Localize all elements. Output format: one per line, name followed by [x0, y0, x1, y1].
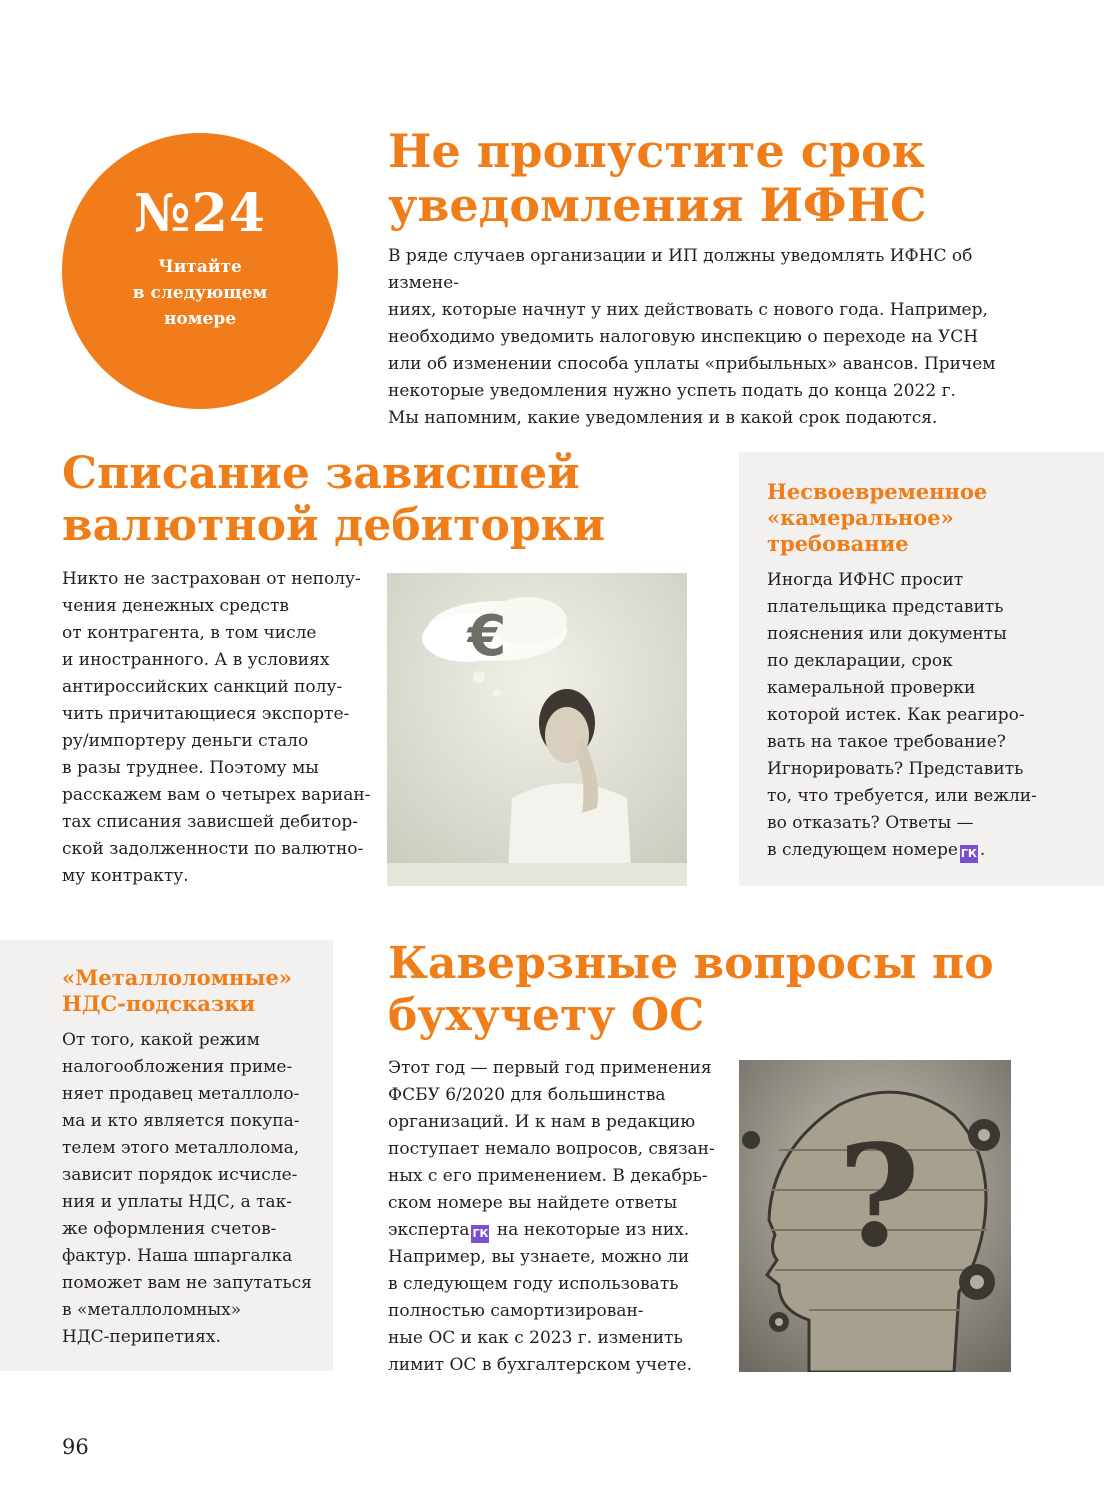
sidebar-cameral-body: [767, 567, 1097, 864]
sidebar-cameral-title: Несвоевременное «камеральное» требование: [767, 479, 988, 556]
next-issue-badge: [62, 133, 338, 409]
sidebar-metal-box: [0, 940, 333, 1371]
head-question-photo: [739, 1060, 1011, 1372]
gk-logo-icon: ГК: [960, 845, 978, 863]
sidebar-metal-title: «Металлоломные» НДС-подсказки: [62, 965, 292, 1016]
badge-caption: Читайте в следующем номере: [132, 257, 268, 329]
woman-euro-illustration: [387, 573, 687, 886]
sidebar-cameral-box: [739, 452, 1104, 886]
os-body-part2: на некоторые из них. Например, вы узнаете, можно ли в следующем году использовать полностью самортизирован- ные ОС и как с 2023 г. изменить лимит ОС в бухгалтерском учете.: [388, 1220, 693, 1375]
gk-logo-icon: ГК: [471, 1225, 489, 1243]
os-article-body: [388, 1055, 733, 1379]
sidebar-cameral-text: Иногда ИФНС просит плательщика представить пояснения или документы по декларации, срок камеральной проверки которой истек. Как реагиро- вать на такое требование? Игнорировать? Представить то, что требуется, или вежли- во отказать? Ответы — в следующем номере: [767, 570, 1037, 860]
sidebar-cameral-end: .: [979, 840, 986, 860]
woman-euro-photo: [387, 573, 687, 886]
page-number: 96: [62, 1435, 89, 1459]
svg-text:€: €: [467, 604, 507, 669]
main-article-title: Не пропустите срок уведомления ИФНС: [388, 124, 927, 232]
issue-number: №24: [134, 183, 266, 244]
currency-article-body: Никто не застрахован от неполу- чения денежных средств от контрагента, в том числе и иностранного. А в условиях антироссийских санкций полу- чить причитающиеся экспорте- ру/импортеру деньги стало в разы труднее. Поэтому мы расскажем вам о четырех вариан- тах списания зависшей дебитор- ской задолженности по валютно- му контракту.: [62, 569, 371, 886]
svg-text:?: ?: [837, 1115, 921, 1279]
os-body-part1: Этот год — первый год применения ФСБУ 6/2020 для большинства организаций. И к нам в редакцию поступает немало вопросов, связан- ных с его применением. В декабрь- ском номере вы найдете ответы эксперта: [388, 1058, 715, 1240]
currency-article-title: Списание зависшей валютной дебиторки: [62, 448, 606, 551]
head-question-illustration: [739, 1060, 1011, 1372]
main-article-body: В ряде случаев организации и ИП должны уведомлять ИФНС об измене- ниях, которые начнут у них действовать с нового года. Например, необходимо уведомить налоговую инспекцию о переходе на УСН или об изменении способа уплаты «прибыльных» авансов. Причем некоторые уведомления нужно успеть подать до конца 2022 г. Мы напомним, какие уведомления и в какой срок подаются.: [388, 246, 996, 428]
os-article-title: Каверзные вопросы по бухучету ОС: [388, 938, 994, 1041]
sidebar-metal-body: От того, какой режим налогообложения приме- няет продавец металлоло- ма и кто является покупа- телем этого металлолома, зависит порядок исчисле- ния и уплаты НДС, а так- же оформления счетов- фактур. Наша шпаргалка поможет вам не запутаться в «металлоломных» НДС-перипетиях.: [62, 1030, 312, 1347]
